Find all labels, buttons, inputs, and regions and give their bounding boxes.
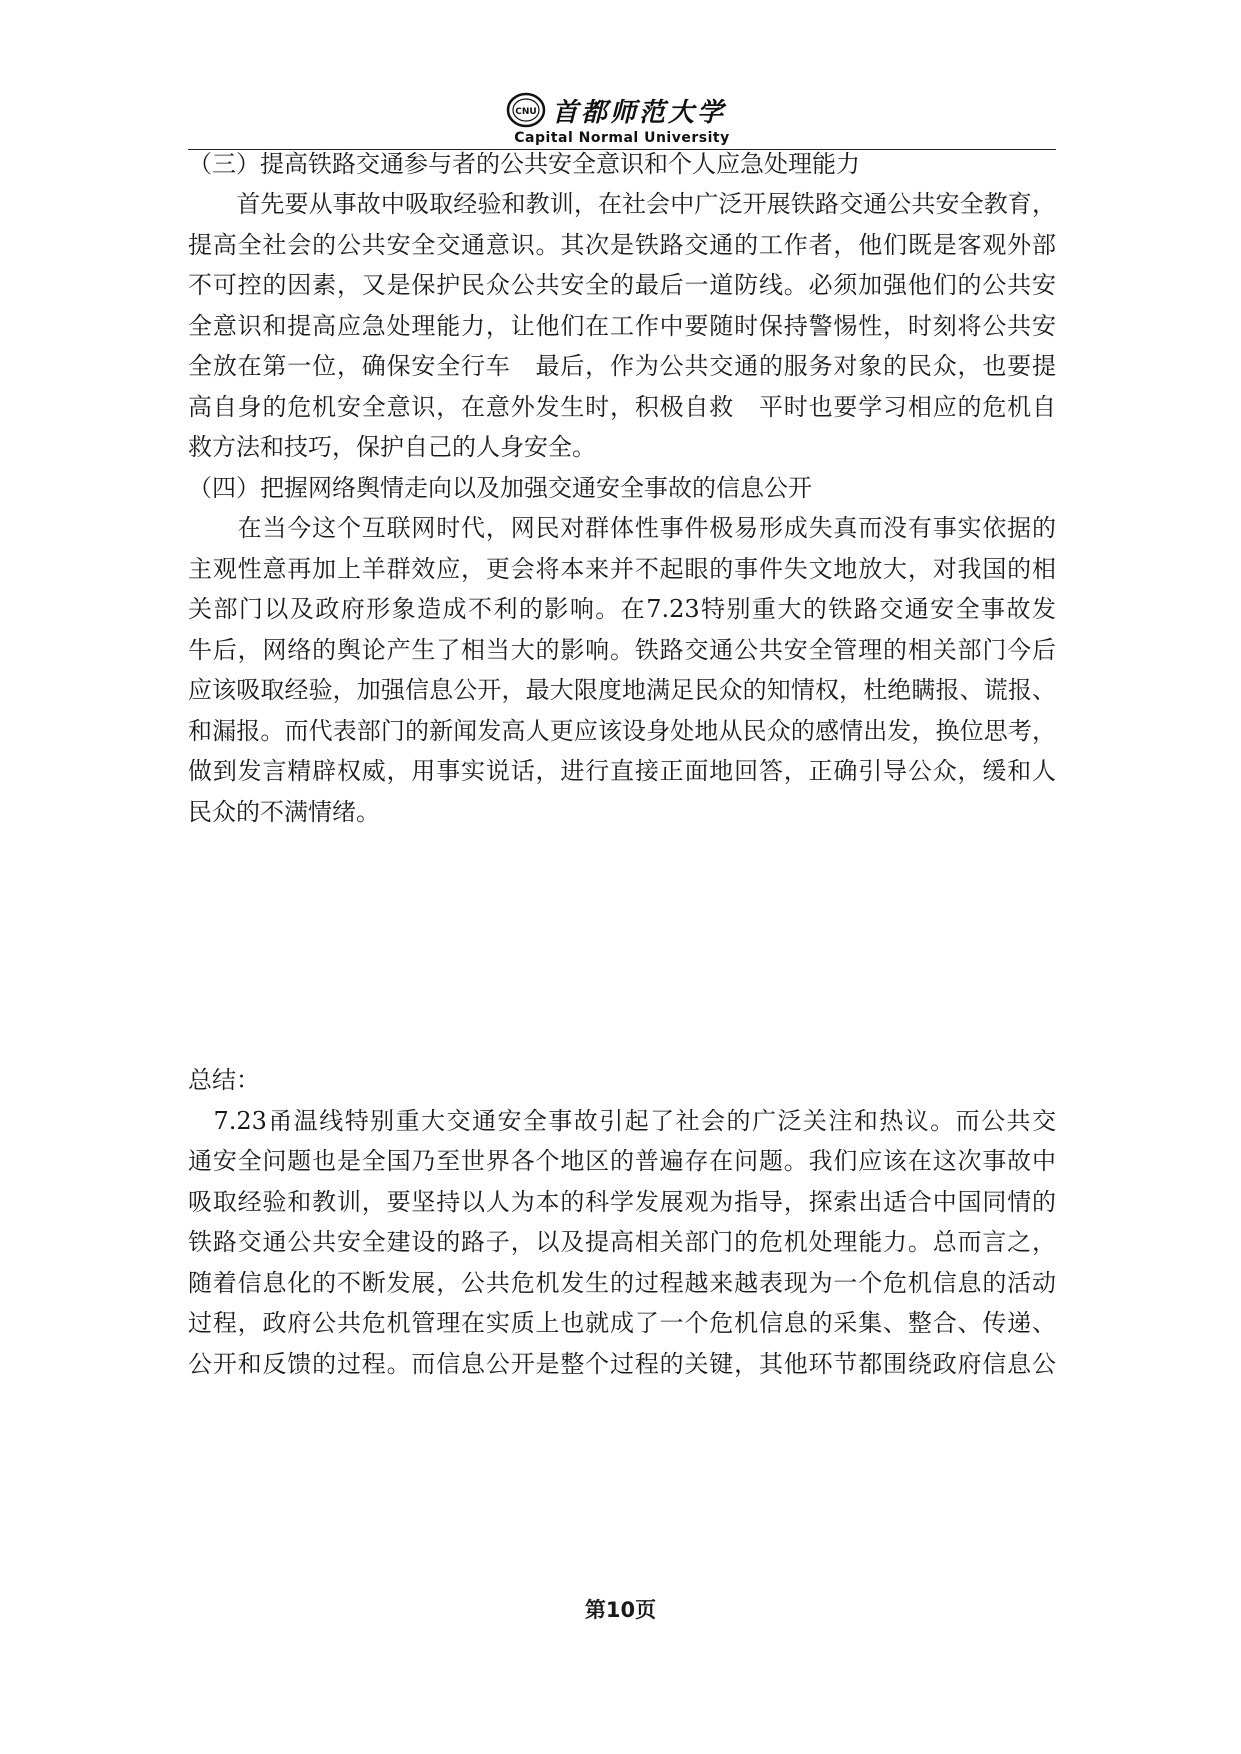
section-heading-3: （三）提高铁路交通参与者的公共安全意识和个人应急处理能力 xyxy=(188,150,860,178)
university-name-en: Capital Normal University xyxy=(514,130,730,146)
paragraph-line: 民众的不满情绪。 xyxy=(188,798,380,826)
paragraph-line: 做到发言精辟权威，用事实说话，进行直接正面地回答，正确引导公众，缓和人 xyxy=(188,757,1056,785)
page-header xyxy=(188,84,1056,150)
paragraph-line: 7.23甬温线特别重大交通安全事故引起了社会的广泛关注和热议。而公共交 xyxy=(188,1107,1056,1135)
paragraph-line: 过程，政府公共危机管理在实质上也就成了一个危机信息的采集、整合、传递、 xyxy=(188,1309,1056,1337)
university-name-cn: 首都师范大学 xyxy=(552,97,727,128)
paragraph-line: 通安全问题也是全国乃至世界各个地区的普遍存在问题。我们应该在这次事故中 xyxy=(188,1147,1056,1175)
summary-heading: 总结： xyxy=(188,1066,260,1094)
paragraph-line: 在当今这个互联网时代，网民对群体性事件极易形成失真而没有事实依据的 xyxy=(188,514,1056,542)
paragraph-line: 随着信息化的不断发展，公共危机发生的过程越来越表现为一个危机信息的活动 xyxy=(188,1269,1056,1297)
paragraph-line: 主观性意再加上羊群效应，更会将本来并不起眼的事件失文地放大，对我国的相 xyxy=(188,555,1056,583)
paragraph-line: 吸取经验和教训，要坚持以人为本的科学发展观为指导，探索出适合中国同情的 xyxy=(188,1188,1056,1216)
paragraph-line: 铁路交通公共安全建设的路子，以及提高相关部门的危机处理能力。总而言之， xyxy=(188,1228,1056,1256)
paragraph-line: 提高全社会的公共安全交通意识。其次是铁路交通的工作者，他们既是客观外部 xyxy=(188,231,1056,259)
paragraph-line: 牛后，网络的舆论产生了相当大的影响。铁路交通公共安全管理的相关部门今后 xyxy=(188,636,1056,664)
university-logo xyxy=(506,90,726,130)
paragraph-line: 全放在第一位，确保安全行车 最后，作为公共交通的服务对象的民众，也要提 xyxy=(188,352,1056,380)
paragraph-line: 首先要从事故中吸取经验和教训，在社会中广泛开展铁路交通公共安全教育， xyxy=(188,190,1056,218)
paragraph-line: 不可控的因素，又是保护民众公共安全的最后一道防线。必须加强他们的公共安 xyxy=(188,271,1056,299)
page-number: 第10页 xyxy=(584,1598,657,1622)
paragraph-line: 和漏报。而代表部门的新闻发高人更应该设身处地从民众的感情出发，换位思考， xyxy=(188,717,1056,745)
university-seal-icon xyxy=(506,92,546,128)
section-heading-4: （四）把握网络舆情走向以及加强交通安全事故的信息公开 xyxy=(188,474,812,502)
paragraph-line: 全意识和提高应急处理能力，让他们在工作中要随时保持警惕性，时刻将公共安 xyxy=(188,312,1056,340)
paragraph-line: 高自身的危机安全意识，在意外发生时，积极自救 平时也要学习相应的危机自 xyxy=(188,393,1056,421)
paragraph-line: 救方法和技巧，保护自己的人身安全。 xyxy=(188,433,596,461)
paragraph-line: 公开和反馈的过程。而信息公开是整个过程的关键，其他环节都围绕政府信息公 xyxy=(188,1350,1056,1378)
paragraph-line: 关部门以及政府形象造成不利的影响。在7.23特别重大的铁路交通安全事故发 xyxy=(188,595,1056,623)
paragraph-line: 应该吸取经验，加强信息公开，最大限度地满足民众的知情权，杜绝瞒报、谎报、 xyxy=(188,676,1056,704)
seal-text: CNU xyxy=(515,107,537,117)
